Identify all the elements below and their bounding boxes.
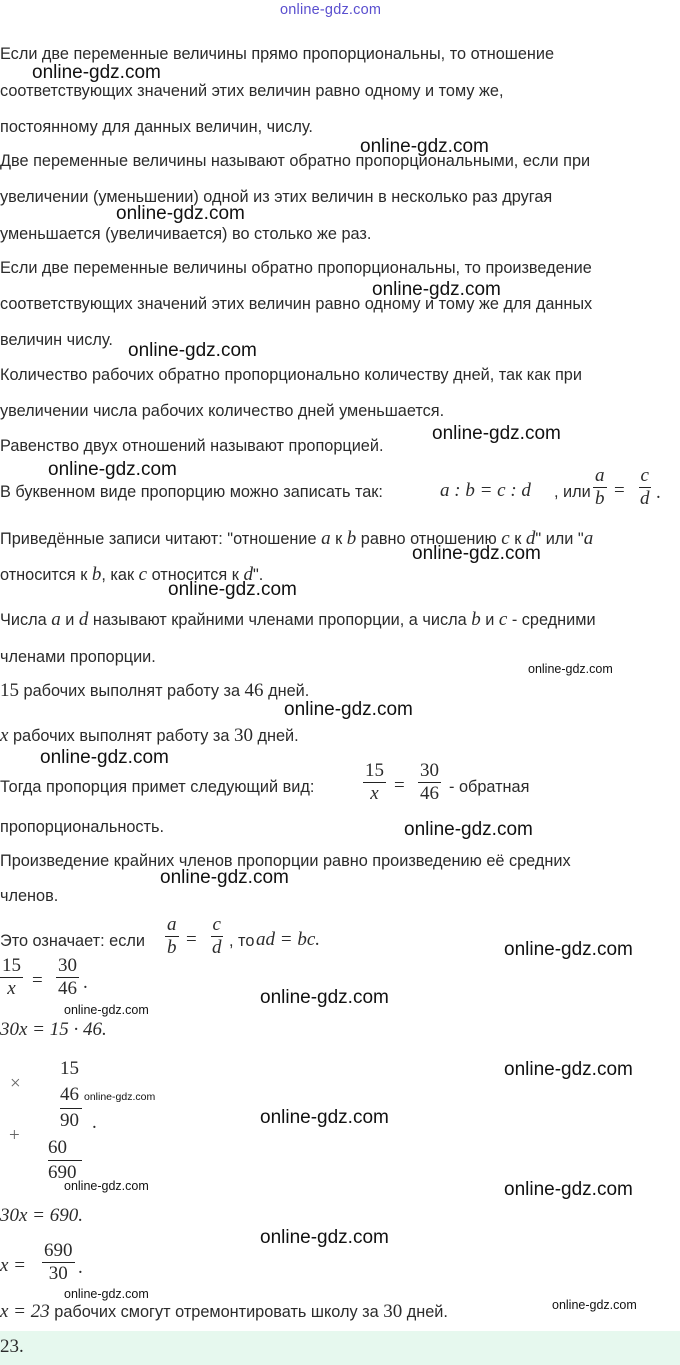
fraction-numerator: 30 <box>58 955 77 976</box>
text-fragment: - обратная <box>449 778 530 796</box>
var-b: b <box>346 528 357 549</box>
fraction-numerator: 15 <box>2 955 21 976</box>
fraction-15-x <box>0 955 25 1000</box>
text-fragment: дней. <box>257 727 299 745</box>
watermark: online-gdz.com <box>404 819 533 840</box>
text-line: Это означает: если <box>0 932 145 950</box>
fraction-numerator: 30 <box>420 760 439 781</box>
text-line: Если две переменные величины обратно пропорциональны, то произведение <box>0 259 592 277</box>
fraction-15-x <box>361 760 388 805</box>
text-line: членов. <box>0 887 59 905</box>
next-task-number[interactable]: 23. <box>0 1336 24 1357</box>
equation: ad = bc. <box>256 929 321 950</box>
fraction-numerator: 690 <box>44 1240 73 1261</box>
fraction-denominator: 46 <box>420 783 439 804</box>
text-line: Если две переменные величины прямо пропорциональны, то отношение <box>0 45 555 63</box>
text-fragment: и <box>485 611 495 629</box>
column-row: 90 <box>60 1110 79 1131</box>
period: . <box>78 1257 83 1278</box>
fraction-denominator: d <box>640 488 650 509</box>
text-fragment: Числа <box>0 611 47 629</box>
text-fragment: называют крайними членами пропорции, а числа <box>92 611 467 629</box>
fraction-numerator: a <box>595 465 605 486</box>
text-fragment: дней. <box>406 1303 448 1321</box>
var-c: c <box>501 528 510 549</box>
column-row: 15 <box>60 1058 79 1079</box>
var-b: b <box>91 564 102 585</box>
text-fragment: " или " <box>535 530 584 548</box>
text-fragment: к <box>514 530 522 548</box>
fraction-denominator: b <box>595 488 605 509</box>
text-fragment: ". <box>252 566 264 584</box>
watermark: online-gdz.com <box>64 1287 149 1301</box>
text-fragment: - средними <box>511 611 596 629</box>
watermark: online-gdz.com <box>360 136 489 157</box>
proportion-expr: a : b = c : d <box>440 480 531 501</box>
equals-sign: = <box>614 480 625 501</box>
watermark: online-gdz.com <box>64 1003 149 1017</box>
next-task-bar[interactable] <box>0 1331 680 1365</box>
var-a: a <box>51 609 61 630</box>
equals-sign: = <box>394 775 405 796</box>
fraction-numerator: c <box>212 914 221 935</box>
text-line: Тогда пропорция примет следующий вид: <box>0 778 315 796</box>
period: . <box>656 482 661 503</box>
equation-lhs: x = <box>0 1255 27 1276</box>
text-fragment: рабочих выполнят работу за <box>12 727 230 745</box>
period: . <box>83 972 88 993</box>
watermark: online-gdz.com <box>504 1179 633 1200</box>
var-c: c <box>498 609 508 630</box>
watermark: online-gdz.com <box>48 459 177 480</box>
text-fragment: рабочих смогут отремонтировать школу за <box>54 1303 379 1321</box>
equation: 30x = 690. <box>0 1205 84 1226</box>
text-line: пропорциональность. <box>0 818 165 836</box>
text-fragment: дней. <box>268 682 310 700</box>
watermark: online-gdz.com <box>504 1059 633 1080</box>
watermark: online-gdz.com <box>32 62 161 83</box>
var-a: a <box>321 528 331 549</box>
column-row: 690 <box>48 1162 77 1183</box>
text-fragment: равно отношению <box>360 530 497 548</box>
watermark: online-gdz.com <box>528 662 613 676</box>
text-fragment: , как <box>101 566 135 584</box>
fraction-a-b <box>591 465 609 510</box>
equation: 30x = 15 · 46. <box>0 1019 107 1040</box>
text-line: увеличении числа рабочих количество дней уменьшается. <box>0 402 445 420</box>
var-x: x <box>0 725 9 746</box>
text-line: постоянному для данных величин, числу. <box>0 118 313 136</box>
column-row: 46 <box>60 1084 79 1105</box>
watermark: online-gdz.com <box>40 747 169 768</box>
fraction-c-d <box>636 465 654 510</box>
watermark: online-gdz.com <box>504 939 633 960</box>
watermark: online-gdz.com <box>64 1179 149 1193</box>
watermark: online-gdz.com <box>260 1107 389 1128</box>
fraction-a-b <box>163 914 181 959</box>
var-d: d <box>243 564 253 585</box>
text-fragment: относится к <box>0 566 88 584</box>
equals-sign: = <box>32 970 43 991</box>
watermark: online-gdz.com <box>432 423 561 444</box>
answer-line <box>0 1302 448 1322</box>
number: 30 <box>233 725 253 746</box>
number: 46 <box>244 680 264 701</box>
fraction-denominator: d <box>212 937 222 958</box>
column-row: 60 <box>48 1137 67 1158</box>
text-fragment: относится к <box>151 566 239 584</box>
watermark: online-gdz.com <box>412 543 541 564</box>
number: 15 <box>0 680 19 701</box>
watermark: online-gdz.com <box>284 699 413 720</box>
var-a: a <box>583 528 594 549</box>
text-line: В буквенном виде пропорцию можно записать так: <box>0 483 383 501</box>
text-line: уменьшается (увеличивается) во столько же раз. <box>0 225 372 243</box>
text-fragment: к <box>335 530 343 548</box>
text-line: Количество рабочих обратно пропорционально количеству дней, так как при <box>0 366 582 384</box>
times-sign: × <box>10 1073 21 1094</box>
text-line: членами пропорции. <box>0 648 156 666</box>
period: . <box>92 1112 97 1133</box>
column-line <box>60 1108 82 1109</box>
watermark: online-gdz.com <box>116 203 245 224</box>
text-fragment: рабочих выполнят работу за <box>23 682 241 700</box>
column-line <box>48 1160 82 1161</box>
text-fragment: Приведённые записи читают: "отношение <box>0 530 317 548</box>
site-header[interactable]: online-gdz.com <box>280 2 382 18</box>
fraction-denominator: 46 <box>58 978 77 999</box>
text-fragment: , или <box>554 483 591 501</box>
watermark: online-gdz.com <box>160 867 289 888</box>
number: 30 <box>383 1301 403 1322</box>
watermark: online-gdz.com <box>552 1298 637 1312</box>
text-line <box>0 681 309 701</box>
text-line <box>0 726 299 746</box>
var-d: d <box>525 528 536 549</box>
text-line: Произведение крайних членов пропорции равно произведению её средних <box>0 852 571 870</box>
fraction-denominator: x <box>370 783 379 804</box>
text-fragment: и <box>65 611 75 629</box>
text-line: Равенство двух отношений называют пропорцией. <box>0 437 384 455</box>
fraction-30-46 <box>54 955 81 1000</box>
watermark: online-gdz.com <box>260 987 389 1008</box>
fraction-denominator: 30 <box>48 1263 68 1284</box>
var-c: c <box>138 564 148 585</box>
watermark: online-gdz.com <box>168 579 297 600</box>
watermark: online-gdz.com <box>128 340 257 361</box>
var-d: d <box>78 609 89 630</box>
text-line: Две переменные величины называют обратно пропорциональными, если при <box>0 152 591 170</box>
text-line: увеличении (уменьшении) одной из этих величин в несколько раз другая <box>0 188 553 206</box>
equals-sign: = <box>186 929 197 950</box>
var-b: b <box>471 609 481 630</box>
fraction-numerator: 15 <box>365 760 384 781</box>
fraction-c-d <box>208 914 226 959</box>
fraction-30-46 <box>416 760 443 805</box>
fraction-numerator: a <box>167 914 177 935</box>
text-line: величин числу. <box>0 331 113 349</box>
plus-sign: + <box>9 1125 20 1146</box>
text-fragment: , то <box>229 932 255 950</box>
fraction-690-30 <box>40 1240 77 1285</box>
fraction-denominator: b <box>167 937 177 958</box>
fraction-denominator: x <box>7 978 16 999</box>
watermark: online-gdz.com <box>260 1227 389 1248</box>
text-line: соответствующих значений этих величин равно одному и тому же, <box>0 82 504 100</box>
watermark: online-gdz.com <box>372 279 501 300</box>
fraction-numerator: c <box>640 465 649 486</box>
text-line: соответствующих значений этих величин равно одному и тому же для данных <box>0 295 593 313</box>
text-line <box>0 610 596 630</box>
answer-expr: x = 23 <box>0 1301 50 1322</box>
watermark: online-gdz.com <box>84 1091 156 1103</box>
